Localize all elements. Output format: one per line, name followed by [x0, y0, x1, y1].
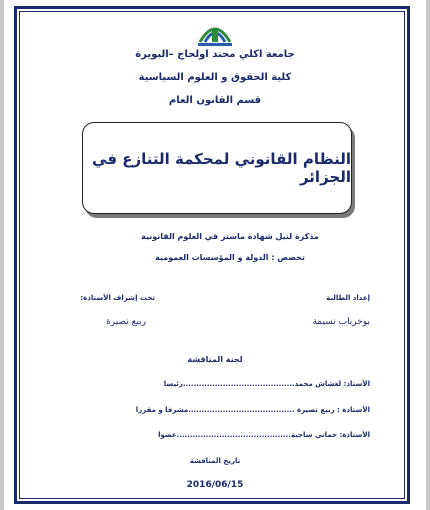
memo-purpose: مذكرة لنيل شهادة ماستر في العلوم القانونية	[141, 232, 319, 241]
department-name: قسم القانون العام	[168, 95, 262, 106]
student-name: بوخرباب نسيمة	[312, 317, 370, 327]
viewer-left-scrollbar	[0, 0, 4, 510]
committee-member-president: الأستاذ: لعشاش محمد..........................................رئيسا	[163, 380, 370, 388]
discussion-date-label: تاريخ المناقشة	[189, 457, 241, 465]
university-name: جامعة اكلي محند اولحاج –البويرة	[135, 49, 295, 60]
viewer-right-scrollbar[interactable]	[426, 0, 430, 510]
memo-specialization: تخصص : الدولة و المؤسسات العمومية	[155, 253, 305, 262]
committee-member-examiner: الأستاذة: حماني ساجية...........................................عضوا	[158, 431, 370, 439]
supervisor-label: تحت إشراف الأستاذة:	[80, 294, 155, 302]
committee-title: لجنة المناقشة	[187, 355, 243, 364]
prepared-by-label: إعداد الطالبة	[326, 294, 370, 302]
thesis-title: النظام القانوني لمحكمة التنازع في الجزائر	[92, 150, 351, 186]
committee-member-supervisor: الأستاذة : ربيع نصيرة ........................................مشرفا و مقررا	[135, 406, 370, 414]
faculty-name: كلية الحقوق و العلوم السياسية	[138, 72, 292, 83]
supervisor-name: ربيع نصيرة	[106, 317, 146, 327]
thesis-title-box	[82, 122, 352, 214]
discussion-date: 2016/06/15	[186, 480, 244, 490]
university-logo-icon	[196, 14, 234, 48]
